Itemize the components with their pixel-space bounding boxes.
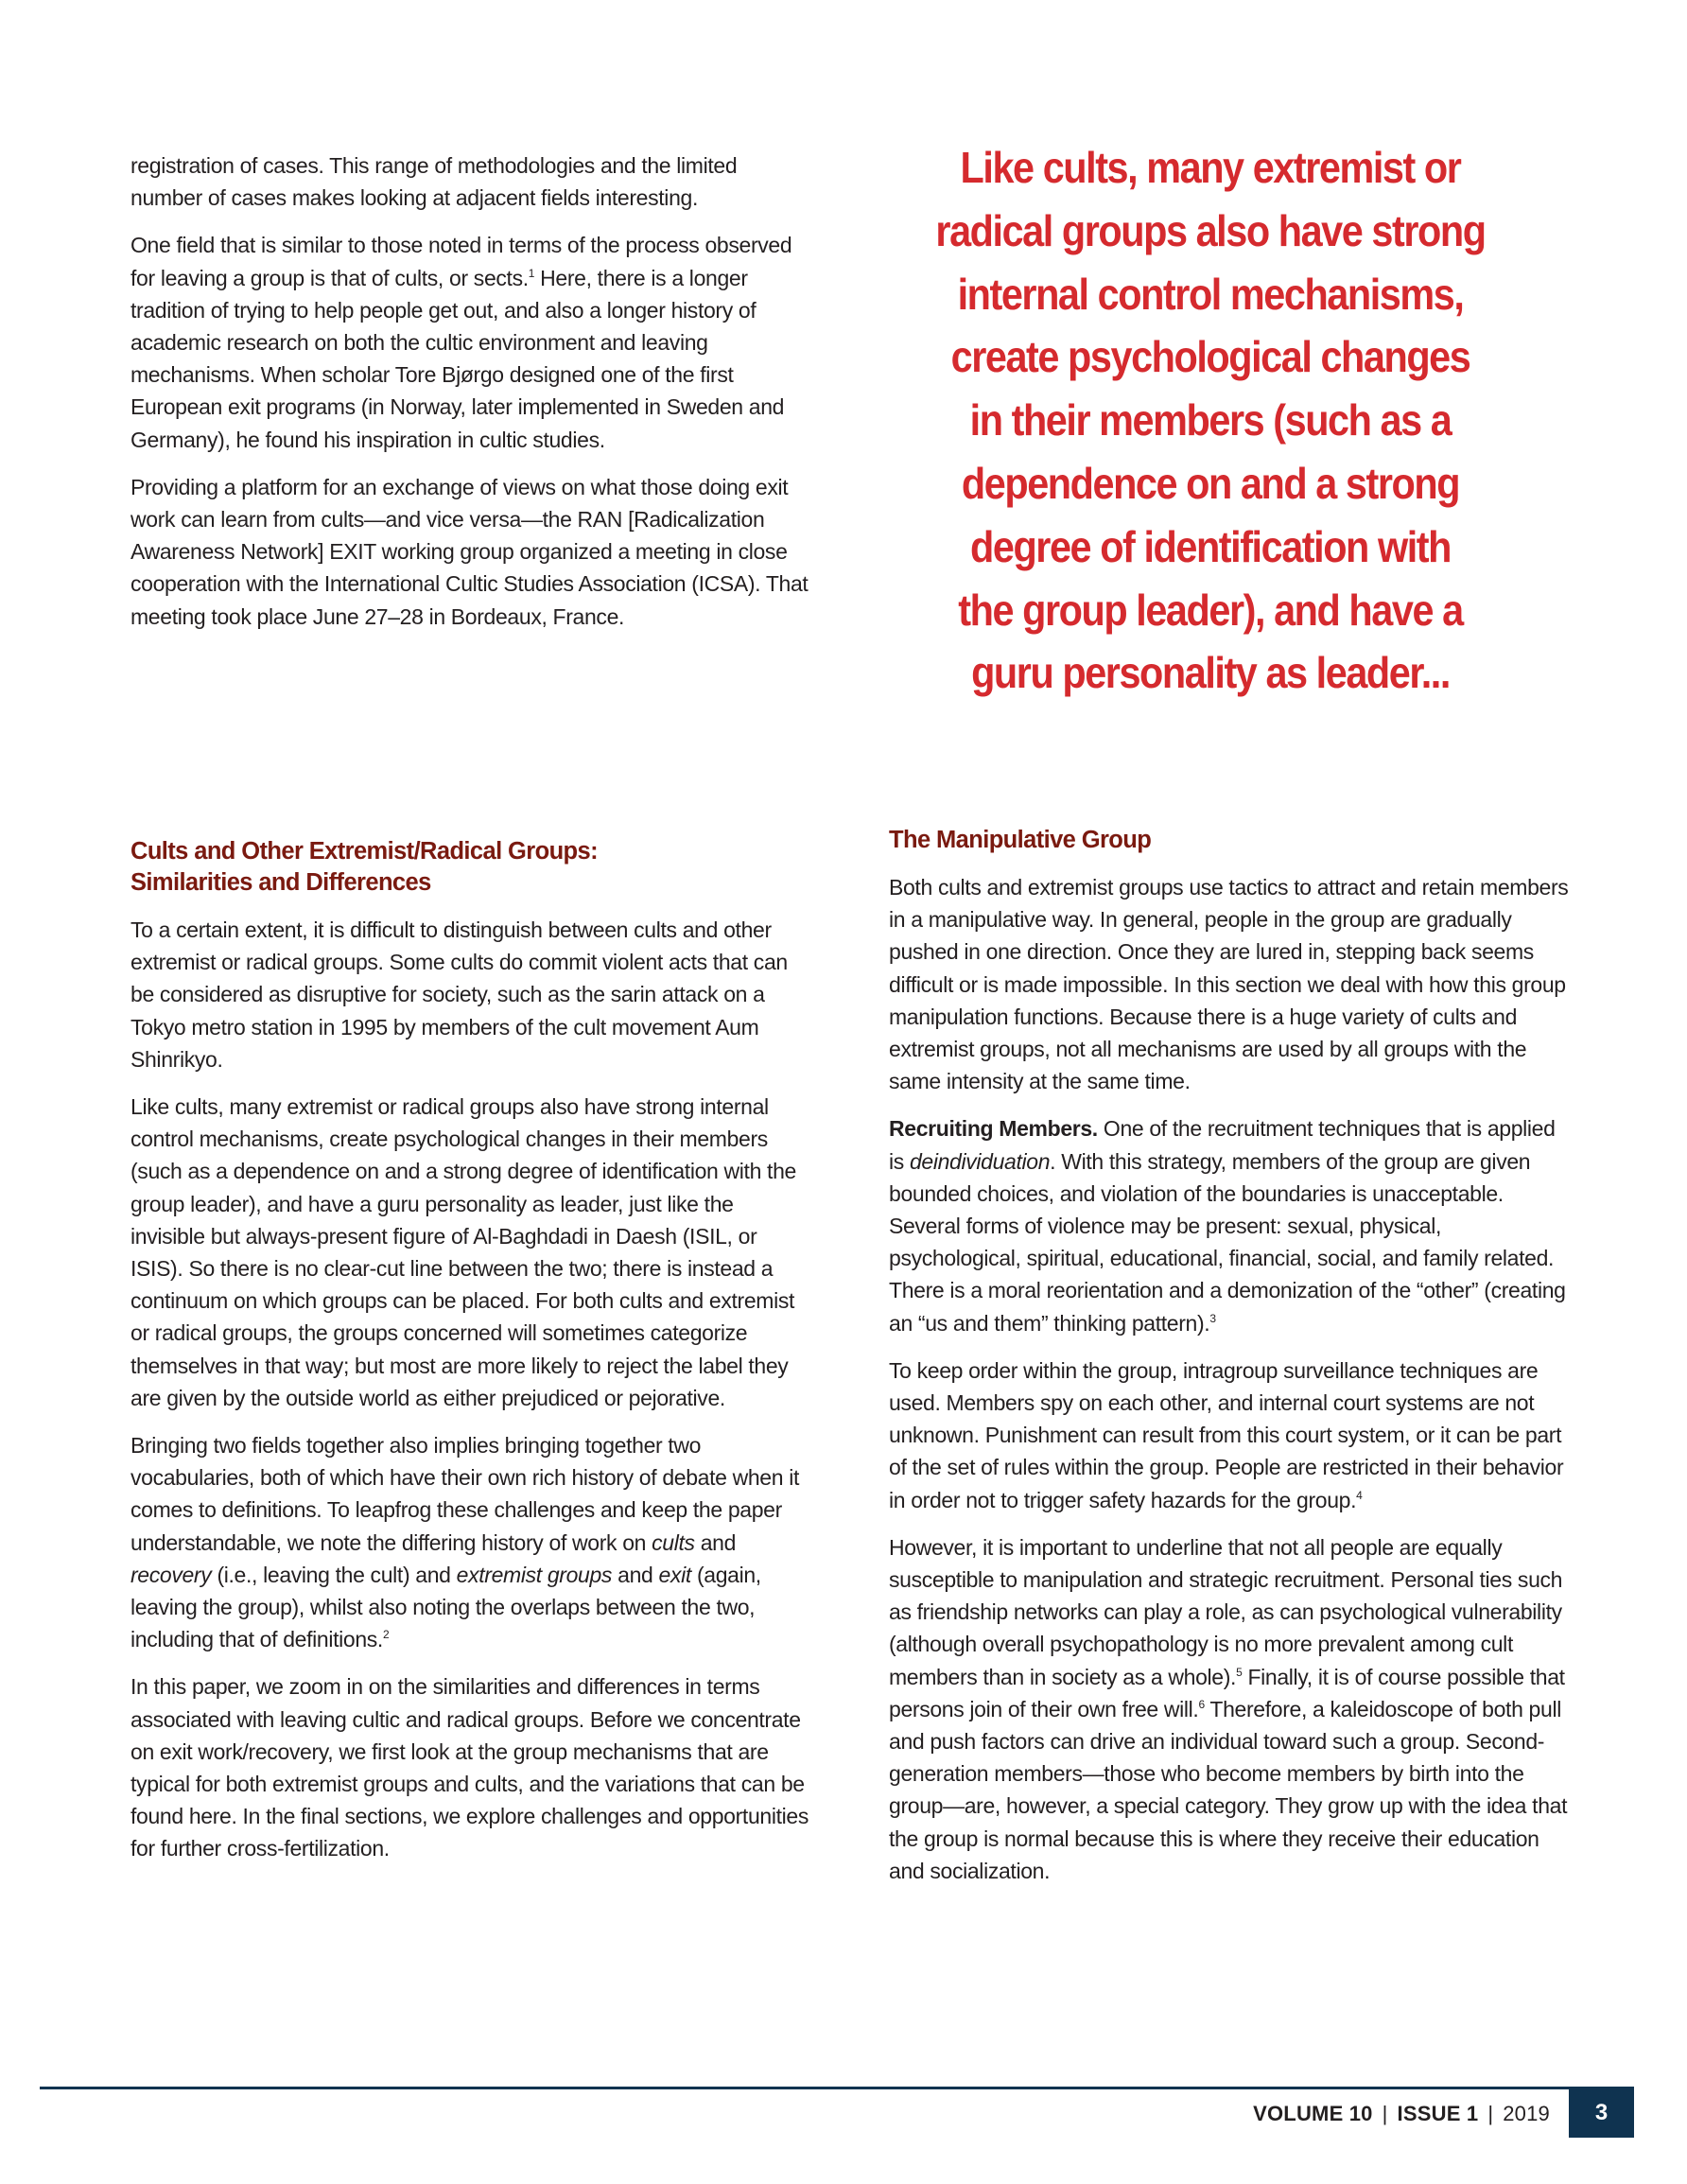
page-number: 3 <box>1569 2088 1634 2138</box>
paragraph <box>130 1091 811 1414</box>
text-run: Both cults and extremist groups use tactics to attract and retain members in a manipulative way. In general, people in the group are gradually pushed in one direction. Once they are lured in, stepping back seems difficult or is made impossible. In this section we deal with how this group manipulation functions. Because there is a huge variety of cults and extremist groups, not all mechanisms are used by all groups with the same intensity at the same time. <box>889 875 1569 1094</box>
paragraph <box>130 229 811 455</box>
footer-separator: | <box>1382 2102 1388 2125</box>
heading-line: Similarities and Differences <box>130 869 431 896</box>
heading-line: The Manipulative Group <box>889 827 1152 853</box>
emphasis-text: exit <box>658 1562 691 1587</box>
footer-issue: ISSUE 1 <box>1397 2102 1479 2125</box>
text-run: One field that is similar to those noted in terms of the process observed for leaving a group is that of cults, or sects. <box>130 233 792 290</box>
section-heading-manipulative-group <box>889 825 1570 856</box>
footer-volume: VOLUME 10 <box>1253 2102 1373 2125</box>
text-run: and <box>612 1562 659 1587</box>
section-heading-similarities <box>130 836 811 899</box>
text-run: To a certain extent, it is difficult to distinguish between cults and other extremist or radical groups. Some cults do commit violent acts that can be considered as disruptive for society, such as the sarin attack on a Tokyo metro station in 1995 by members of the cult movement Aum Shinrikyo. <box>130 917 788 1072</box>
pull-quote-line: degree of identification with <box>970 521 1451 571</box>
footer-year: 2019 <box>1503 2102 1550 2125</box>
footer-divider <box>40 2087 1634 2089</box>
pull-quote-line: the group leader), and have a <box>958 585 1463 635</box>
text-run: Finally, it is of course possible that persons join of their own free will. <box>889 1664 1565 1721</box>
paragraph <box>889 871 1570 1097</box>
paragraph <box>130 471 811 633</box>
paragraph <box>889 1112 1570 1338</box>
emphasis-text: deindividuation <box>909 1148 1051 1174</box>
footnote-ref: 4 <box>1356 1488 1363 1502</box>
paragraph <box>130 149 811 214</box>
footnote-ref: 1 <box>528 266 535 280</box>
paragraph <box>889 1531 1570 1887</box>
heading-line: Cults and Other Extremist/Radical Groups: <box>130 838 599 865</box>
footnote-ref: 3 <box>1209 1311 1216 1325</box>
pull-quote-line: radical groups also have strong <box>935 205 1486 255</box>
text-run: In this paper, we zoom in on the similarities and differences in terms associated with leaving cultic and radical groups. Before we concentrate on exit work/recovery, we first look at the group mechanisms that are typical for both extremist groups and cults, and the variations that can be found here. In the final sections, we explore challenges and opportunities for further cross-fertilization. <box>130 1674 809 1861</box>
footnote-ref: 2 <box>382 1628 390 1642</box>
text-run: and <box>694 1529 737 1555</box>
footnote-ref: 6 <box>1198 1697 1205 1711</box>
pull-quote-line: in their members (such as a <box>969 395 1452 446</box>
emphasis-text: cults <box>652 1529 695 1555</box>
text-run: Therefore, a kaleidoscope of both pull and push factors can drive an individual toward such a group. Second-generation members—those who become members by birth into the group—are, however, a special category. They grow up with the idea that the group is normal because this is where they receive their education and socialization. <box>889 1696 1568 1883</box>
footer-separator: | <box>1487 2102 1494 2125</box>
emphasis-text: recovery <box>130 1562 212 1587</box>
paragraph <box>130 1670 811 1864</box>
text-run: registration of cases. This range of methodologies and the limited number of cases makes looking at adjacent fields interesting. <box>130 153 738 211</box>
text-run: (again, leaving the group), whilst also noting the overlaps between the two, including that of definitions. <box>130 1562 761 1652</box>
section-body <box>889 871 1570 1887</box>
footer-issue-info <box>1253 2102 1550 2126</box>
pull-quote-line: internal control mechanisms, <box>957 269 1464 319</box>
section-body <box>130 914 811 1865</box>
section-similarities <box>130 836 811 1880</box>
text-run: . With this strategy, members of the group are given bounded choices, and violation of the boundaries is unacceptable. Several forms of violence may be present: sexual, physical, psychological, spiritual, educational, financial, social, and family related. There is a moral reorientation and a demonization of the “other” (creating an “us and them” thinking pattern). <box>889 1148 1566 1336</box>
text-run: To keep order within the group, intragroup surveillance techniques are used. Members spy on each other, and internal court systems are not unknown. Punishment can result from this court system, or it can be part of the set of rules within the group. People are restricted in their behavior in order not to trigger safety hazards for the group. <box>889 1357 1564 1512</box>
section-manipulative-group <box>889 825 1570 1902</box>
pull-quote-line: guru personality as leader... <box>971 648 1450 698</box>
text-run: Like cults, many extremist or radical groups also have strong internal control mechanisms, create psychological changes in their members (such as a dependence on and a strong degree of identification with the group leader), and have a guru personality as leader, just like the invisible but always-present figure of Al-Baghdadi in Daesh (ISIL, or ISIS). So there is no clear-cut line between the two; there is instead a continuum on which groups can be placed. For both cults and extremist or radical groups, the groups concerned will sometimes categorize themselves in that way; but most are more likely to reject the label they are given by the outside world as either prejudiced or pejorative. <box>130 1094 796 1410</box>
pull-quote-line: create psychological changes <box>950 332 1470 382</box>
paragraph <box>130 1429 811 1655</box>
text-run: Bringing two fields together also implies bringing together two vocabularies, both of which have their own rich history of debate when it comes to definitions. To leapfrog these challenges and keep the paper understandable, we note the differing history of work on <box>130 1433 800 1555</box>
text-run: (i.e., leaving the cult) and <box>211 1562 457 1587</box>
left-column-intro <box>130 149 811 648</box>
footnote-ref: 5 <box>1236 1665 1243 1679</box>
emphasis-text: extremist groups <box>456 1562 613 1587</box>
pull-quote <box>913 136 1508 705</box>
text-run: Here, there is a longer tradition of trying to help people get out, and also a longer history of academic research on both the cultic environment and leaving mechanisms. When scholar Tore Bjørgo designed one of the first European exit programs (in Norway, later implemented in Sweden and Germany), he found his inspiration in cultic studies. <box>130 265 785 452</box>
paragraph <box>130 914 811 1075</box>
paragraph <box>889 1354 1570 1516</box>
pull-quote-line: dependence on and a strong <box>961 458 1460 508</box>
text-run: One of the recruitment techniques that is applied is <box>889 1116 1556 1174</box>
text-run: Providing a platform for an exchange of views on what those doing exit work can learn from cults—and vice versa—the RAN [Radicalization Awareness Network] EXIT working group organized a meeting in close cooperation with the International Cultic Studies Association (ICSA). That meeting took place June 27–28 in Bordeaux, France. <box>130 474 809 629</box>
pull-quote-line: Like cults, many extremist or <box>960 143 1461 192</box>
run-in-heading: Recruiting Members. <box>889 1116 1098 1142</box>
text-run: However, it is important to underline that not all people are equally susceptible to manipulation and strategic recruitment. Personal ties such as friendship networks can play a role, as can psychological vulnerability (although overall psychopathology is no more prevalent among cult members than in society as a whole). <box>889 1534 1563 1689</box>
